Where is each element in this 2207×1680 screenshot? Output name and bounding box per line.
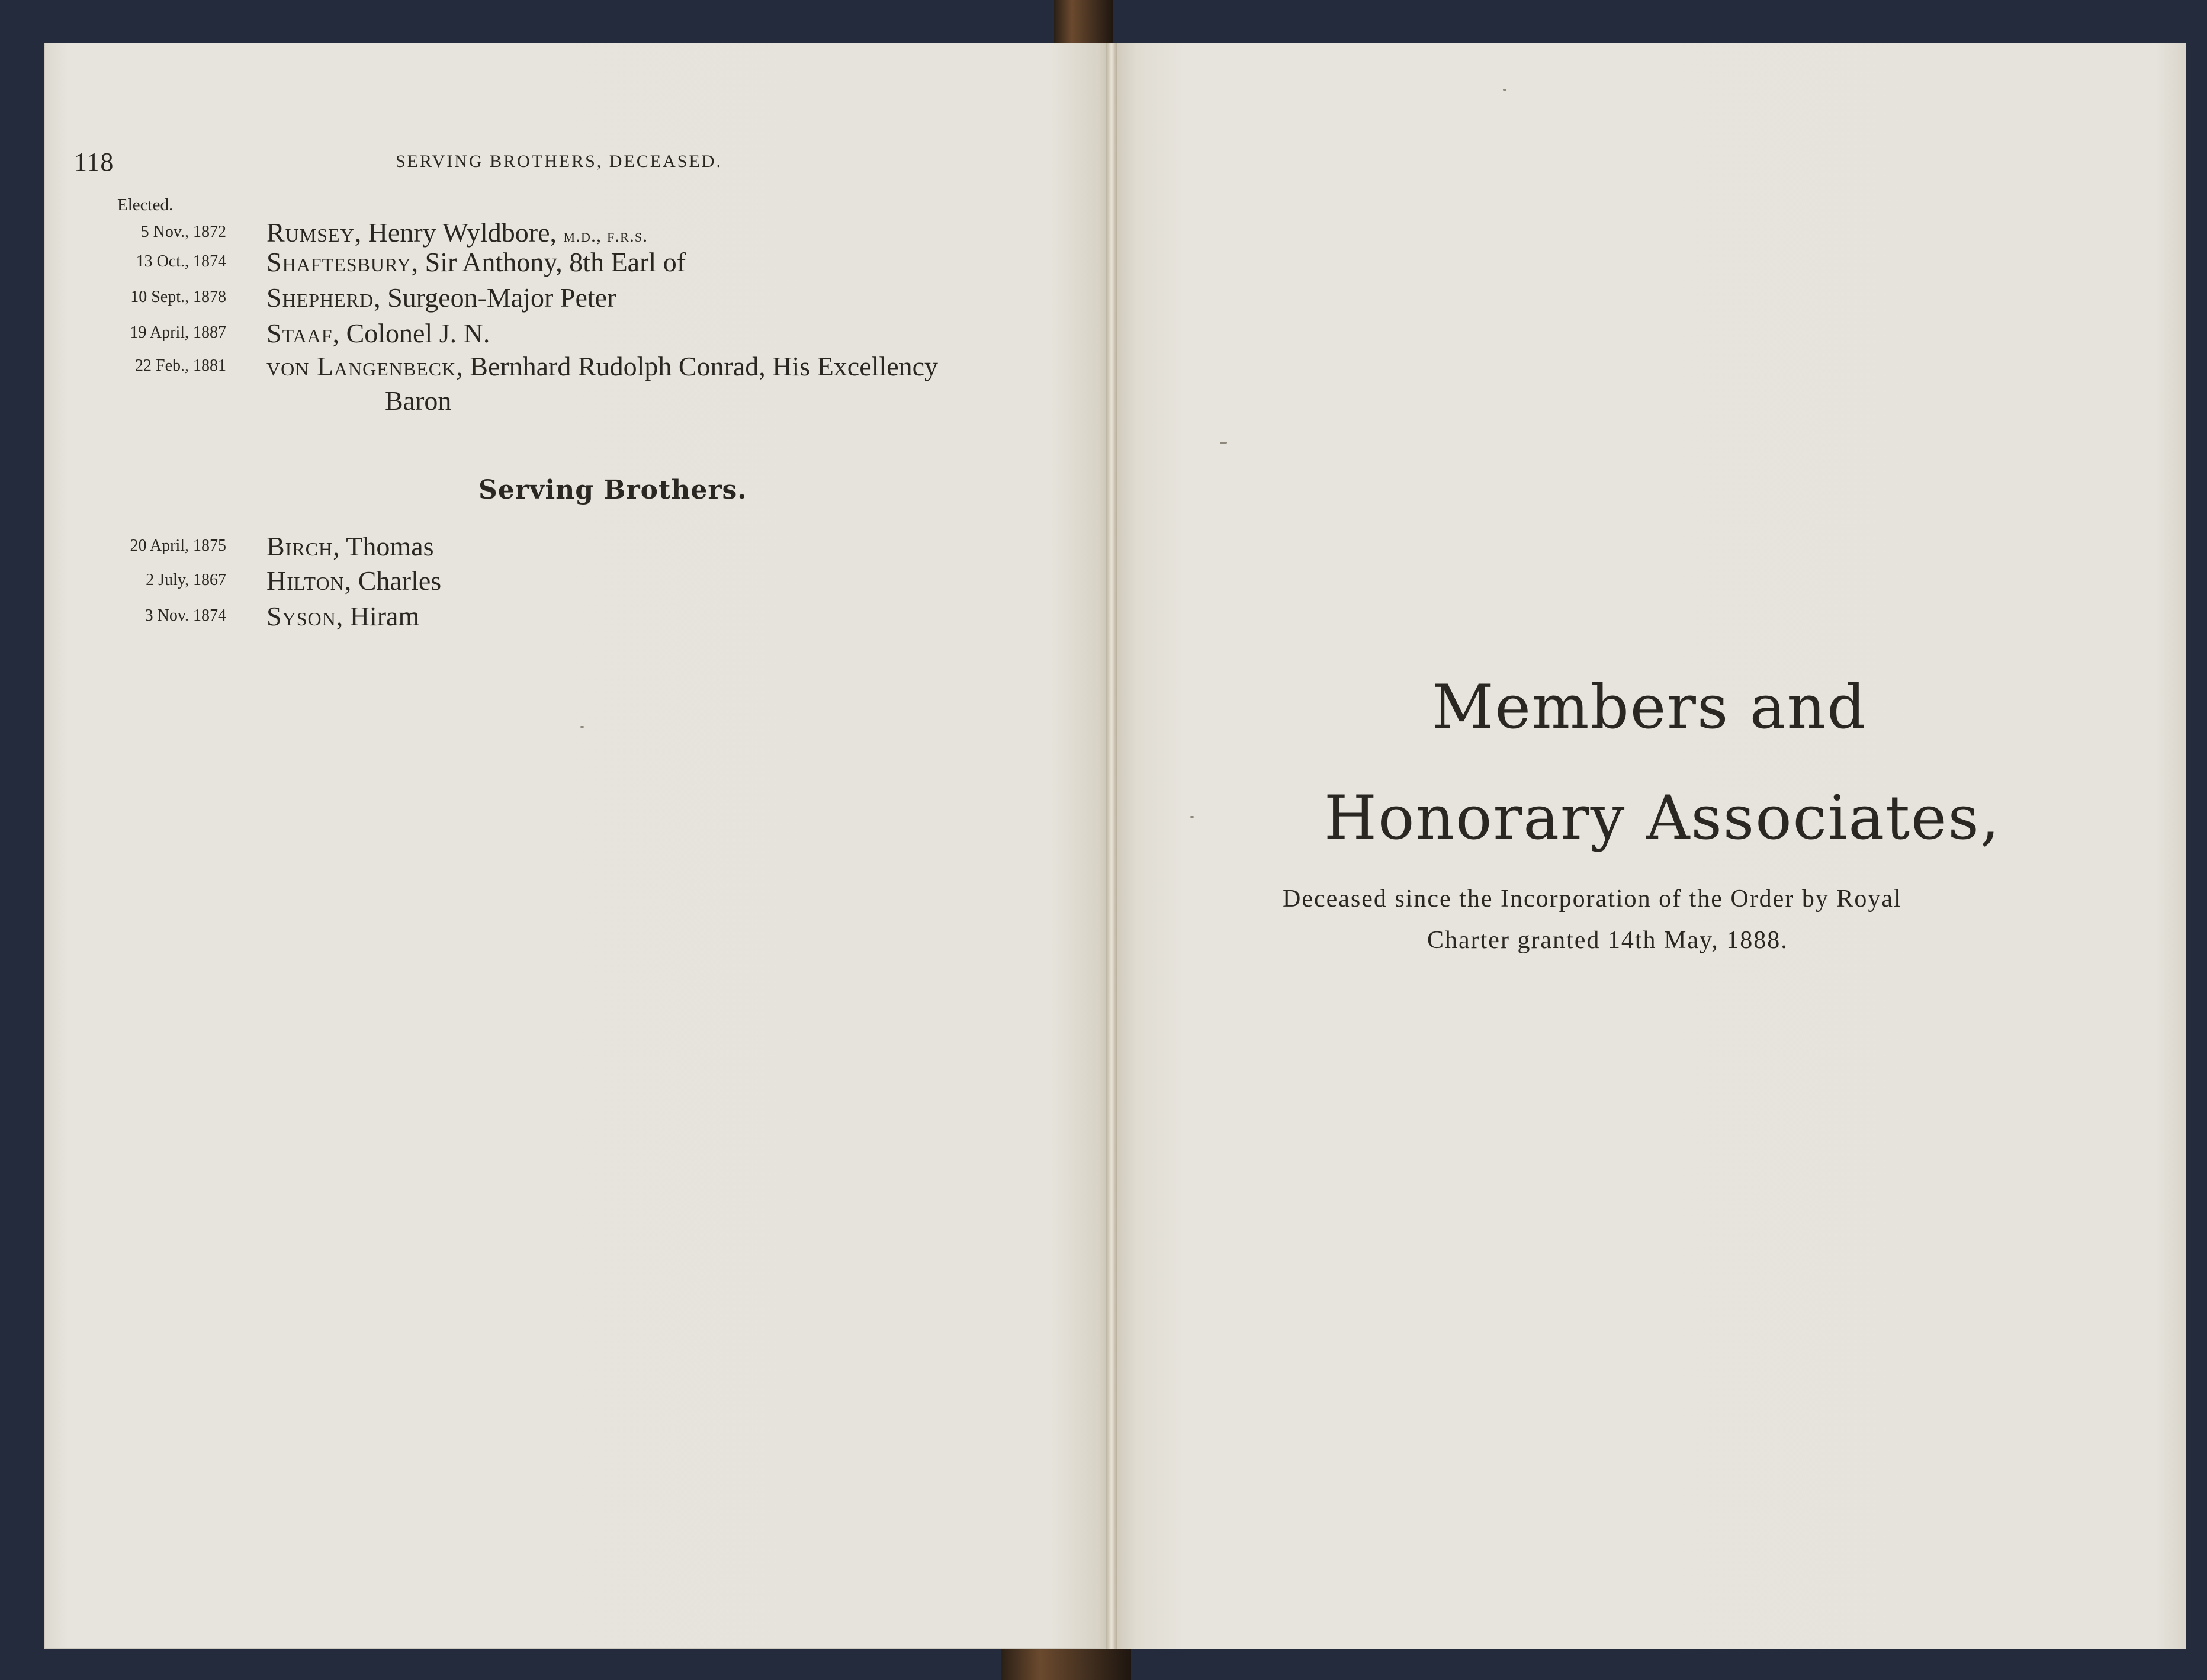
entry-date: 5 Nov., 1872 [140,223,226,241]
subtitle-line-1: Deceased since the Incorporation of the Order by Royal [1283,885,1902,913]
entry-name [266,565,441,596]
paper-speck [1190,816,1194,818]
entry-date: 3 Nov. 1874 [144,606,226,625]
list-item [0,531,1066,566]
section-heading: Serving Brothers. [478,475,747,505]
entry-rest: , Sir Anthony, 8th Earl of [411,247,686,277]
entry-name [266,351,938,382]
list-item [0,246,1066,282]
list-item [0,282,1066,317]
entry-rest: , Thomas [333,531,434,561]
book-gutter [1106,43,1117,1649]
entry-surname: von Langenbeck [266,351,457,381]
page-number: 118 [74,147,114,176]
entry-name [266,246,686,278]
paper-speck [1503,89,1506,91]
entry-date: 13 Oct., 1874 [136,252,226,271]
entry-surname: Syson [266,601,336,631]
entry-continuation: Baron [385,386,452,416]
list-item [0,565,1066,600]
running-head: SERVING BROTHERS, DECEASED. [396,152,722,171]
entry-date: 10 Sept., 1878 [130,288,226,306]
entry-surname: Shaftesbury [266,247,412,277]
entry-surname: Hilton [266,566,345,596]
entry-suffix: m.d., f.r.s. [563,224,648,246]
entry-rest: , Hiram [336,601,420,631]
entry-name [266,317,490,349]
entry-date: 19 April, 1887 [130,323,226,342]
entry-rest: , Henry Wyldbore, [354,217,564,248]
elected-label: Elected. [117,195,174,214]
list-item [0,317,1066,353]
title-line-1: Members and [1432,672,1867,743]
book-spine-top [1054,0,1113,44]
title-line-2: Honorary Associates, [1324,783,2001,853]
entry-rest: , Colonel J. N. [332,318,490,348]
subtitle-line-2: Charter granted 14th May, 1888. [1427,927,1788,954]
list-item [0,351,1066,386]
entry-date: 22 Feb., 1881 [135,356,226,375]
entry-name [266,282,616,313]
entry-rest: , Surgeon-Major Peter [374,282,616,313]
entry-rest: , Charles [344,566,442,596]
entry-name [266,217,648,248]
entry-rest: , Bernhard Rudolph Conrad, His Excellency [456,351,939,381]
entry-name [266,531,434,562]
entry-surname: Staaf [266,318,333,348]
entry-surname: Shepherd [266,282,374,313]
entry-name [266,600,419,632]
entry-date: 20 April, 1875 [130,537,226,555]
list-item [0,600,1066,636]
entry-date: 2 July, 1867 [146,571,226,589]
entry-surname: Birch [266,531,333,561]
entry-surname: Rumsey [266,217,355,248]
paper-speck [1220,442,1227,444]
paper-speck [580,726,584,728]
